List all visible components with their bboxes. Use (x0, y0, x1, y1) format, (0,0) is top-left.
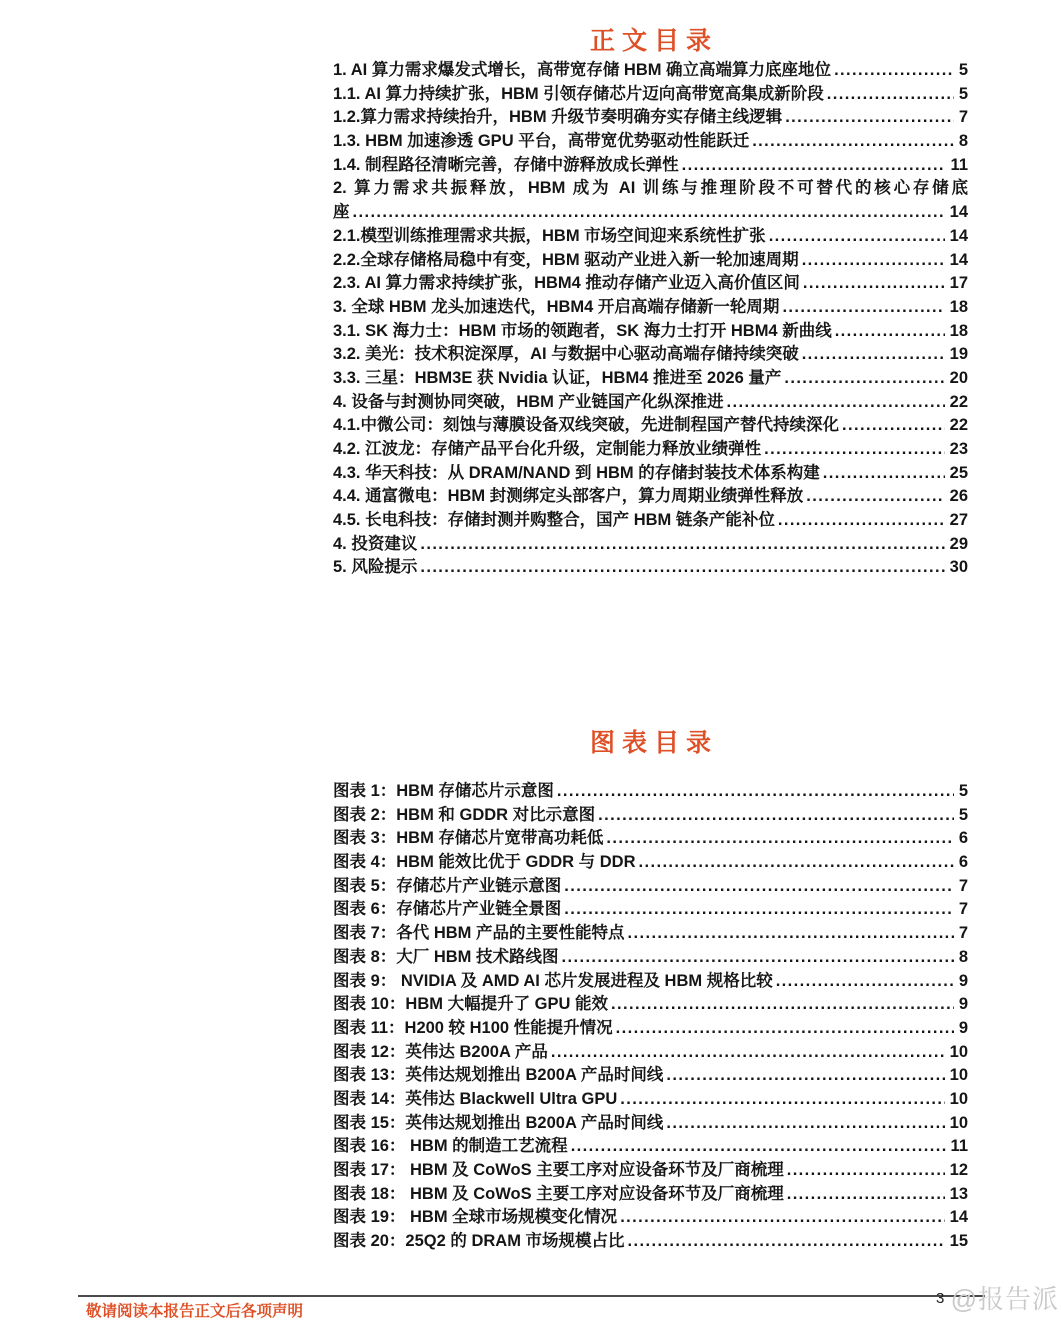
toc-entry-label: 1.3. HBM 加速渗透 GPU 平台，高带宽优势驱动性能跃迁 (333, 132, 750, 151)
dot-leader (784, 367, 944, 391)
figure-entry[interactable] (333, 804, 968, 828)
toc-entry-label: 座 (333, 203, 350, 222)
toc-entry[interactable] (333, 130, 968, 154)
dot-leader (835, 320, 945, 344)
dot-leader (628, 1230, 945, 1254)
dot-leader (802, 343, 945, 367)
toc-entry[interactable] (333, 509, 968, 533)
figure-entry[interactable] (333, 851, 968, 875)
toc-entry[interactable] (333, 485, 968, 509)
toc-entry-page-number: 23 (949, 440, 968, 458)
figure-entry[interactable] (333, 970, 968, 994)
dot-leader (628, 922, 954, 946)
toc-entry[interactable] (333, 59, 968, 83)
toc-entry-page-number: 11 (950, 155, 968, 174)
toc-entry-label: 1.2.算力需求持续抬升，HBM 升级节奏明确夯实存储主线逻辑 (333, 108, 783, 127)
dot-leader (823, 462, 945, 486)
figures-section-title: 图表目录 (589, 728, 718, 757)
figure-entry-page-number: 11 (950, 1137, 968, 1156)
dot-leader (834, 59, 954, 83)
figure-entry[interactable] (333, 1017, 968, 1041)
figure-entry-page-number: 5 (958, 782, 968, 800)
toc-entry-page-number: 22 (949, 392, 968, 411)
toc-entry[interactable] (333, 106, 968, 130)
figure-entry[interactable] (333, 1230, 968, 1254)
footer-divider (78, 1295, 985, 1297)
dot-leader (611, 993, 954, 1017)
dot-leader (353, 201, 945, 225)
figure-entry-label: 图表 10：HBM 大幅提升了 GPU 能效 (333, 995, 609, 1014)
toc-entry-page-number: 27 (949, 511, 968, 530)
dot-leader (551, 1041, 945, 1065)
toc-entry[interactable] (333, 438, 968, 462)
toc-entry-label: 1. AI 算力需求爆发式增长，高带宽存储 HBM 确立高端算力底座地位 (333, 61, 832, 79)
figure-entry-label: 图表 8：大厂 HBM 技术路线图 (333, 947, 559, 966)
dot-leader (666, 1112, 944, 1136)
dot-leader (752, 130, 954, 154)
figure-entry-label: 图表 7：各代 HBM 产品的主要性能特点 (333, 924, 625, 943)
toc-entry-page-number: 7 (958, 108, 968, 127)
dot-leader (620, 1206, 944, 1230)
figure-entry-label: 图表 17： HBM 及 CoWoS 主要工序对应设备环节及厂商梳理 (333, 1161, 784, 1179)
figure-entry-page-number: 9 (958, 1018, 968, 1037)
toc-entry[interactable] (333, 391, 968, 415)
dot-leader (787, 1159, 945, 1183)
dot-leader (564, 875, 954, 899)
watermark-label: @报告派 (950, 1284, 1059, 1314)
figure-entry-label: 图表 11：H200 较 H100 性能提升情况 (333, 1018, 613, 1037)
toc-entry[interactable] (333, 249, 968, 273)
toc-entry-label: 4. 投资建议 (333, 534, 418, 553)
footer-disclaimer: 敬请阅读本报告正文后各项声明 (86, 1303, 304, 1320)
figure-entry[interactable] (333, 827, 968, 851)
toc-entry-page-number: 18 (949, 321, 968, 340)
figure-entry-label: 图表 4：HBM 能效比优于 GDDR 与 DDR (333, 853, 636, 872)
toc-entry-label: 1.1. AI 算力持续扩张，HBM 引领存储芯片迈向高带宽高集成新阶段 (333, 84, 824, 103)
figure-entry[interactable] (333, 780, 968, 804)
toc-entry-label: 3. 全球 HBM 龙头加速迭代，HBM4 开启高端存储新一轮周期 (333, 297, 780, 316)
figure-entry-label: 图表 3：HBM 存储芯片宽带高功耗低 (333, 829, 604, 848)
toc-entry-page-number: 20 (949, 368, 968, 387)
toc-list (333, 59, 968, 580)
dot-leader (803, 272, 945, 296)
toc-section-title: 正文目录 (589, 26, 718, 55)
figure-entry-page-number: 5 (958, 805, 968, 824)
toc-entry-page-number: 22 (949, 416, 968, 435)
figure-entry-page-number: 12 (949, 1161, 968, 1179)
dot-leader (842, 414, 945, 438)
toc-entry-page-number: 14 (949, 226, 968, 245)
dot-leader (420, 533, 944, 557)
toc-entry-page-number: 25 (949, 463, 968, 482)
toc-entry-label: 3.3. 三星：HBM3E 获 Nvidia 认证，HBM4 推进至 2026 量产 (333, 368, 782, 387)
toc-entry[interactable] (333, 154, 968, 178)
figure-entry-page-number: 10 (949, 1042, 968, 1061)
figure-entry-page-number: 15 (949, 1232, 968, 1251)
dot-leader (806, 485, 944, 509)
figure-entry[interactable] (333, 1112, 968, 1136)
dot-leader (562, 946, 954, 970)
figure-entry-page-number: 10 (949, 1113, 968, 1132)
dot-leader (787, 1183, 945, 1207)
figure-entry-label: 图表 18： HBM 及 CoWoS 主要工序对应设备环节及厂商梳理 (333, 1184, 784, 1203)
figure-entry[interactable] (333, 1088, 968, 1112)
dot-leader (782, 296, 944, 320)
figure-entry-label: 图表 12：英伟达 B200A 产品 (333, 1042, 548, 1061)
toc-entry-page-number: 5 (958, 61, 968, 79)
dot-leader (785, 106, 954, 130)
toc-entry[interactable] (333, 201, 968, 225)
toc-entry[interactable] (333, 296, 968, 320)
toc-entry[interactable] (333, 462, 968, 486)
figure-entry-label: 图表 1：HBM 存储芯片示意图 (333, 782, 554, 800)
toc-entry-label: 2. 算力需求共振释放，HBM 成为 AI 训练与推理阶段不可替代的核心存储底 (333, 179, 968, 198)
figure-entry-page-number: 7 (958, 876, 968, 895)
figure-entry-page-number: 9 (958, 971, 968, 990)
toc-entry-label: 4.5. 长电科技：存储封测并购整合，国产 HBM 链条产能补位 (333, 511, 775, 530)
toc-entry-label: 2.3. AI 算力需求持续扩张，HBM4 推动存储产业迈入高价值区间 (333, 274, 800, 293)
toc-entry-label: 4.4. 通富微电：HBM 封测绑定头部客户，算力周期业绩弹性释放 (333, 487, 804, 506)
figure-entry-page-number: 6 (958, 829, 968, 848)
figure-entry[interactable] (333, 1206, 968, 1230)
figure-entry[interactable] (333, 1064, 968, 1088)
toc-entry[interactable] (333, 320, 968, 344)
toc-entry-page-number: 29 (949, 534, 968, 553)
toc-entry[interactable] (333, 177, 968, 201)
figure-entry[interactable] (333, 922, 968, 946)
toc-entry[interactable] (333, 556, 968, 580)
toc-entry[interactable] (333, 225, 968, 249)
dot-leader (802, 249, 945, 273)
toc-entry-label: 4.1.中微公司：刻蚀与薄膜设备双线突破，先进制程国产替代持续深化 (333, 416, 840, 435)
figure-entry-label: 图表 2：HBM 和 GDDR 对比示意图 (333, 805, 596, 824)
toc-entry-label: 4.3. 华天科技：从 DRAM/NAND 到 HBM 的存储封装技术体系构建 (333, 463, 820, 482)
dot-leader (616, 1017, 954, 1041)
dot-leader (682, 154, 946, 178)
toc-entry-page-number: 26 (949, 487, 968, 506)
toc-entry-label: 2.2.全球存储格局稳中有变，HBM 驱动产业进入新一轮加速周期 (333, 250, 799, 269)
figure-entry[interactable] (333, 875, 968, 899)
toc-entry[interactable] (333, 414, 968, 438)
toc-entry-page-number: 14 (949, 250, 968, 269)
toc-entry-page-number: 5 (958, 84, 968, 103)
figure-entry[interactable] (333, 1135, 968, 1159)
toc-entry[interactable] (333, 367, 968, 391)
toc-entry-label: 4.2. 江波龙：存储产品平台化升级，定制能力释放业绩弹性 (333, 440, 762, 458)
dot-leader (776, 970, 954, 994)
toc-entry-label: 3.1. SK 海力士：HBM 市场的领跑者，SK 海力士打开 HBM4 新曲线 (333, 321, 832, 340)
toc-entry-label: 1.4. 制程路径清晰完善，存储中游释放成长弹性 (333, 155, 679, 174)
figure-entry[interactable] (333, 1159, 968, 1183)
toc-entry-page-number: 14 (949, 203, 968, 222)
figure-entry[interactable] (333, 993, 968, 1017)
dot-leader (727, 391, 945, 415)
toc-entry-page-number: 30 (949, 558, 968, 577)
figure-entry[interactable] (333, 946, 968, 970)
figure-entry-page-number: 10 (949, 1066, 968, 1085)
figure-entry-page-number: 13 (949, 1184, 968, 1203)
dot-leader (557, 780, 954, 804)
toc-entry[interactable] (333, 272, 968, 296)
figure-entry-page-number: 9 (958, 995, 968, 1014)
dot-leader (778, 509, 945, 533)
toc-entry[interactable] (333, 533, 968, 557)
dot-leader (620, 1088, 944, 1112)
toc-entry-label: 5. 风险提示 (333, 558, 418, 577)
dot-leader (764, 438, 945, 462)
toc-entry[interactable] (333, 343, 968, 367)
dot-leader (571, 1135, 946, 1159)
dot-leader (769, 225, 945, 249)
figure-entry-label: 图表 16： HBM 的制造工艺流程 (333, 1137, 568, 1156)
toc-entry[interactable] (333, 83, 968, 107)
figure-entry-page-number: 7 (958, 924, 968, 943)
figure-entry-label: 图表 19： HBM 全球市场规模变化情况 (333, 1208, 618, 1227)
dot-leader (666, 1064, 944, 1088)
figure-entry-label: 图表 5：存储芯片产业链示意图 (333, 876, 562, 895)
footer-page-number: 3 (936, 1290, 945, 1307)
figure-entry-label: 图表 6：存储芯片产业链全景图 (333, 900, 562, 919)
figure-entry-page-number: 8 (958, 947, 968, 966)
figure-entry-label: 图表 9： NVIDIA 及 AMD AI 芯片发展进程及 HBM 规格比较 (333, 971, 773, 990)
figure-entry-page-number: 10 (949, 1089, 968, 1108)
dot-leader (639, 851, 954, 875)
toc-entry-page-number: 8 (958, 132, 968, 151)
figure-entry[interactable] (333, 1041, 968, 1065)
figure-entry[interactable] (333, 898, 968, 922)
dot-leader (598, 804, 954, 828)
figure-list (333, 780, 968, 1254)
dot-leader (564, 898, 954, 922)
figure-entry-label: 图表 20：25Q2 的 DRAM 市场规模占比 (333, 1232, 625, 1251)
figure-entry[interactable] (333, 1183, 968, 1207)
dot-leader (420, 556, 944, 580)
toc-entry-page-number: 19 (949, 345, 968, 364)
figure-entry-page-number: 14 (949, 1208, 968, 1227)
toc-entry-label: 4. 设备与封测协同突破，HBM 产业链国产化纵深推进 (333, 392, 724, 411)
figure-entry-label: 图表 14：英伟达 Blackwell Ultra GPU (333, 1089, 618, 1108)
toc-entry-page-number: 17 (949, 274, 968, 293)
figure-entry-page-number: 7 (958, 900, 968, 919)
dot-leader (606, 827, 953, 851)
figure-entry-label: 图表 15：英伟达规划推出 B200A 产品时间线 (333, 1113, 664, 1132)
figure-entry-label: 图表 13：英伟达规划推出 B200A 产品时间线 (333, 1066, 664, 1085)
toc-entry-page-number: 18 (949, 297, 968, 316)
toc-entry-label: 3.2. 美光：技术积淀深厚，AI 与数据中心驱动高端存储持续突破 (333, 345, 799, 364)
toc-entry-label: 2.1.模型训练推理需求共振，HBM 市场空间迎来系统性扩张 (333, 226, 766, 245)
figure-entry-page-number: 6 (958, 853, 968, 872)
dot-leader (827, 83, 954, 107)
